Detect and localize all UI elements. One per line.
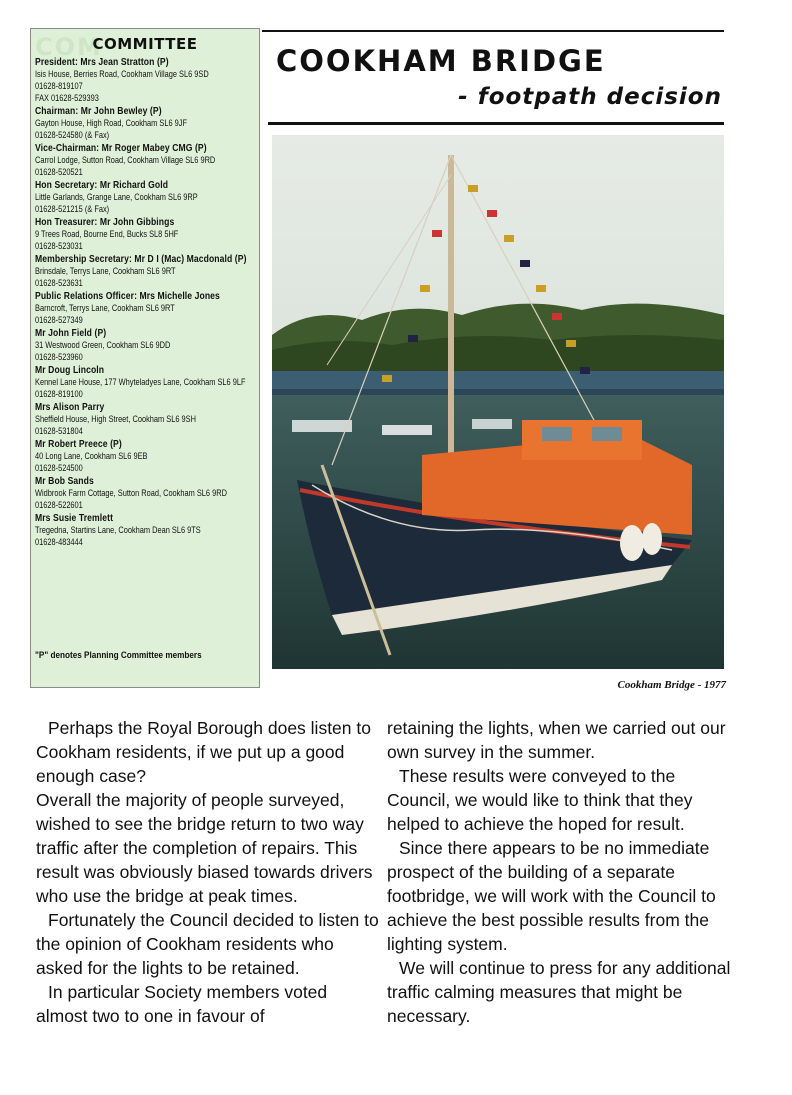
member-detail: 01628-522601 [35, 500, 83, 511]
committee-member [35, 106, 255, 142]
member-role: President: Mrs Jean Stratton (P) [35, 57, 169, 68]
member-role: Mr Bob Sands [35, 476, 94, 487]
member-role: Hon Secretary: Mr Richard Gold [35, 180, 169, 191]
member-role: Mr Doug Lincoln [35, 365, 105, 376]
member-detail: 01628-527349 [35, 315, 83, 326]
committee-member [35, 513, 255, 549]
member-detail: 01628-523031 [35, 241, 83, 252]
member-detail: 01628-524580 (& Fax) [35, 130, 110, 141]
article-paragraph: Since there appears to be no immediate prospect of the building of a separate footbridge, we will work with the Council to achieve the best possible results from the lighting system. [387, 838, 716, 954]
member-detail: 01628-521215 (& Fax) [35, 204, 110, 215]
member-detail: Carrol Lodge, Sutton Road, Cookham Village SL6 9RD [35, 155, 216, 166]
headline-bottom-rule [268, 122, 724, 125]
headline-top-rule [262, 30, 724, 32]
member-detail: Little Garlands, Grange Lane, Cookham SL6 9RP [35, 192, 198, 203]
member-detail: 01628-531804 [35, 426, 83, 437]
member-role: Mr Robert Preece (P) [35, 439, 122, 450]
member-detail: 01628-819100 [35, 389, 83, 400]
committee-member [35, 402, 255, 438]
member-detail: Barncroft, Terrys Lane, Cookham SL6 9RT [35, 303, 175, 314]
committee-member [35, 57, 255, 105]
member-role: Hon Treasurer: Mr John Gibbings [35, 217, 175, 228]
committee-panel [30, 28, 260, 688]
member-detail: Gayton House, High Road, Cookham SL6 9JF [35, 118, 187, 129]
member-detail: 40 Long Lane, Cookham SL6 9EB [35, 451, 148, 462]
member-detail: Sheffield House, High Street, Cookham SL6 9SH [35, 414, 196, 425]
committee-ghost-text: COM [35, 33, 103, 61]
committee-member [35, 291, 255, 327]
member-role: Vice-Chairman: Mr Roger Mabey CMG (P) [35, 143, 207, 154]
committee-member [35, 328, 255, 364]
article-paragraph: These results were conveyed to the Council, we would like to think that they helped to achieve the hoped for result. [387, 766, 693, 834]
member-detail: Kennel Lane House, 177 Whyteladyes Lane, Cookham SL6 9LF [35, 377, 246, 388]
member-role: Mr John Field (P) [35, 328, 107, 339]
member-detail: Tregedna, Startins Lane, Cookham Dean SL6 9TS [35, 525, 201, 536]
member-role: Mrs Alison Parry [35, 402, 105, 413]
member-role: Public Relations Officer: Mrs Michelle Jones [35, 291, 220, 302]
member-detail: FAX 01628-529393 [35, 93, 99, 104]
article-column-1 [36, 716, 381, 1028]
committee-member [35, 217, 255, 253]
article-column-2 [387, 716, 732, 1028]
article-subtitle: - footpath decision [458, 84, 722, 110]
member-role: Mrs Susie Tremlett [35, 513, 114, 524]
member-detail: 9 Trees Road, Bourne End, Bucks SL8 5HF [35, 229, 179, 240]
member-detail: 31 Westwood Green, Cookham SL6 9DD [35, 340, 171, 351]
committee-member-list [35, 57, 255, 549]
committee-title: COMMITTEE [92, 35, 198, 53]
committee-member [35, 365, 255, 401]
member-detail: Widbrook Farm Cottage, Sutton Road, Cookham SL6 9RD [35, 488, 227, 499]
member-role: Membership Secretary: Mr D I (Mac) Macdonald (P) [35, 254, 247, 265]
member-detail: 01628-523631 [35, 278, 83, 289]
article-paragraph: Fortunately the Council decided to listen to the opinion of Cookham residents who asked for the lights to be retained. [36, 910, 379, 978]
article-paragraph: Overall the majority of people surveyed, wished to see the bridge return to two way traffic after the completion of repairs. This result was obviously biased towards drivers who use the bridge at peak times. [36, 790, 373, 906]
member-detail: 01628-520521 [35, 167, 83, 178]
article-paragraph: We will continue to press for any additional traffic calming measures that might be necessary. [387, 958, 731, 1026]
committee-member [35, 143, 255, 179]
photo-caption: Cookham Bridge - 1977 [617, 679, 726, 691]
member-detail: 01628-524500 [35, 463, 83, 474]
committee-member [35, 254, 255, 290]
article-paragraph: In particular Society members voted almost two to one in favour of [36, 982, 328, 1026]
member-detail: Brinsdale, Terrys Lane, Cookham SL6 9RT [35, 266, 176, 277]
article-paragraph: retaining the lights, when we carried out our own survey in the summer. [387, 718, 726, 762]
member-role: Chairman: Mr John Bewley (P) [35, 106, 162, 117]
member-detail: Isis House, Berries Road, Cookham Village SL6 9SD [35, 69, 209, 80]
lifeboat-photo [272, 135, 724, 669]
committee-member [35, 180, 255, 216]
article-paragraph: Perhaps the Royal Borough does listen to Cookham residents, if we put up a good enough case? [36, 718, 371, 786]
member-detail: 01628-523960 [35, 352, 83, 363]
planning-note: "P" denotes Planning Committee members [35, 650, 202, 661]
member-detail: 01628-483444 [35, 537, 83, 548]
committee-member [35, 476, 255, 512]
article-title: COOKHAM BRIDGE [276, 44, 606, 78]
committee-member [35, 439, 255, 475]
member-detail: 01628-819107 [35, 81, 83, 92]
